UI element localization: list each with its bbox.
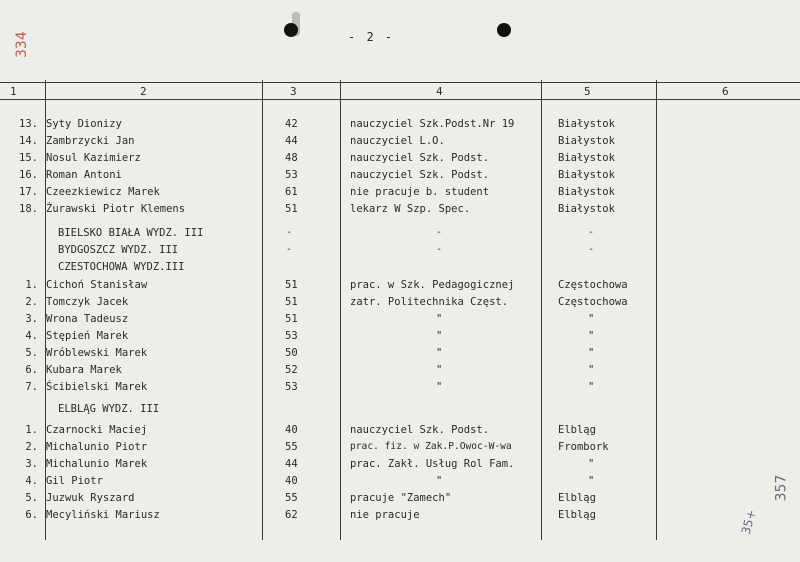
row-age: 55: [285, 492, 298, 504]
table-top-rule: [0, 82, 800, 83]
row-occupation: ": [436, 364, 443, 376]
row-place: ": [588, 381, 595, 393]
row-number: 13.: [19, 118, 38, 130]
row-occupation: lekarz W Szp. Spec.: [350, 203, 471, 215]
row-place: Białystok: [558, 152, 615, 164]
row-name: Żurawski Piotr Klemens: [46, 203, 186, 215]
row-name: Cichoń Stanisław: [46, 279, 148, 291]
table-row: [0, 118, 800, 134]
row-occupation: prac. fiz. w Zak.P.Owoc-W-wa: [350, 441, 512, 452]
row-occupation: nauczyciel Szk. Podst.: [350, 152, 490, 164]
row-place: Elbląg: [558, 424, 596, 436]
row-age: 51: [285, 279, 298, 291]
row-occupation: nauczyciel Szk. Podst.: [350, 169, 490, 181]
row-occupation: nauczyciel Szk. Podst.: [350, 424, 490, 436]
row-number: 6.: [25, 364, 38, 376]
row-age: 50: [285, 347, 298, 359]
row-name: Michalunio Piotr: [46, 441, 148, 453]
row-number: 16.: [19, 169, 38, 181]
row-place: Białystok: [558, 169, 615, 181]
row-age: 51: [285, 313, 298, 325]
dash-mark: -: [286, 244, 293, 255]
row-number: 1.: [25, 279, 38, 291]
row-occupation: nie pracuje b. student: [350, 186, 490, 198]
dash-mark: -: [588, 244, 595, 255]
header-col-1: 1: [10, 85, 17, 98]
row-age: 53: [285, 381, 298, 393]
row-name: Mecyliński Mariusz: [46, 509, 160, 521]
table-row: [0, 441, 800, 457]
row-age: 42: [285, 118, 298, 130]
row-occupation: ": [436, 347, 443, 359]
row-age: 44: [285, 135, 298, 147]
row-number: 3.: [25, 458, 38, 470]
row-age: 53: [285, 169, 298, 181]
row-number: 2.: [25, 441, 38, 453]
row-name: Wrona Tadeusz: [46, 313, 129, 325]
row-place: Frombork: [558, 441, 609, 453]
row-age: 40: [285, 424, 298, 436]
handwritten-number-top: 334: [14, 31, 30, 58]
row-name: Stępień Marek: [46, 330, 129, 342]
row-place: ": [588, 347, 595, 359]
table-row: [0, 509, 800, 525]
table-row: [0, 135, 800, 151]
table-row: [0, 186, 800, 202]
section-heading-czestochowa: CZESTOCHOWA WYDZ.III: [58, 261, 185, 273]
row-place: Częstochowa: [558, 296, 628, 308]
handwritten-number-bottom-1: 357: [773, 474, 790, 502]
table-row: [0, 296, 800, 312]
row-age: 61: [285, 186, 298, 198]
table-header-rule: [0, 99, 800, 100]
row-name: Tomczyk Jacek: [46, 296, 129, 308]
section-heading-bydgoszcz: BYDGOSZCZ WYDZ. III: [58, 244, 179, 256]
row-age: 55: [285, 441, 298, 453]
dash-mark: -: [436, 227, 443, 238]
page-number: - 2 -: [348, 30, 395, 44]
row-place: Częstochowa: [558, 279, 628, 291]
row-place: Elbląg: [558, 509, 596, 521]
table-row: [0, 381, 800, 397]
table-row: [0, 492, 800, 508]
row-age: 52: [285, 364, 298, 376]
header-col-5: 5: [584, 85, 591, 98]
row-place: ": [588, 364, 595, 376]
row-age: 53: [285, 330, 298, 342]
table-row: [0, 347, 800, 363]
table-row: [0, 458, 800, 474]
row-name: Czarnocki Maciej: [46, 424, 148, 436]
row-name: Czeezkiewicz Marek: [46, 186, 160, 198]
row-number: 5.: [25, 492, 38, 504]
row-place: ": [588, 313, 595, 325]
row-occupation: nauczyciel L.O.: [350, 135, 445, 147]
table-row: [0, 279, 800, 295]
row-age: 62: [285, 509, 298, 521]
row-number: 4.: [25, 475, 38, 487]
table-row: [0, 330, 800, 346]
row-number: 14.: [19, 135, 38, 147]
table-row: [0, 424, 800, 440]
row-place: Białystok: [558, 135, 615, 147]
row-number: 17.: [19, 186, 38, 198]
row-place: Białystok: [558, 118, 615, 130]
row-place: ": [588, 475, 595, 487]
row-age: 48: [285, 152, 298, 164]
row-occupation: ": [436, 381, 443, 393]
row-occupation: nauczyciel Szk.Podst.Nr 19: [350, 118, 515, 130]
row-occupation: ": [436, 475, 443, 487]
dash-mark: -: [286, 227, 293, 238]
table-row: [0, 152, 800, 168]
punch-hole-right: [497, 23, 511, 37]
table-row: [0, 313, 800, 329]
row-name: Ścibielski Marek: [46, 381, 148, 393]
section-heading-elblag: ELBLĄG WYDZ. III: [58, 403, 160, 415]
dash-mark: -: [436, 244, 443, 255]
dash-mark: -: [588, 227, 595, 238]
header-col-3: 3: [290, 85, 297, 98]
row-name: Kubara Marek: [46, 364, 122, 376]
row-occupation: pracuje "Zamech": [350, 492, 452, 504]
row-name: Gil Piotr: [46, 475, 103, 487]
header-col-6: 6: [722, 85, 729, 98]
row-age: 51: [285, 296, 298, 308]
row-place: ": [588, 330, 595, 342]
row-name: Wróblewski Marek: [46, 347, 148, 359]
table-row: [0, 364, 800, 380]
header-col-4: 4: [436, 85, 443, 98]
row-name: Nosul Kazimierz: [46, 152, 141, 164]
row-place: Elbląg: [558, 492, 596, 504]
row-place: ": [588, 458, 595, 470]
row-name: Zambrzycki Jan: [46, 135, 135, 147]
row-name: Syty Dionizy: [46, 118, 122, 130]
row-age: 44: [285, 458, 298, 470]
row-number: 7.: [25, 381, 38, 393]
row-occupation: ": [436, 313, 443, 325]
row-number: 3.: [25, 313, 38, 325]
row-place: Białystok: [558, 203, 615, 215]
row-number: 2.: [25, 296, 38, 308]
section-heading-bielsko: BIELSKO BIAŁA WYDZ. III: [58, 227, 204, 239]
row-occupation: zatr. Politechnika Częst.: [350, 296, 509, 308]
row-number: 5.: [25, 347, 38, 359]
punch-hole-left: [284, 23, 298, 37]
row-number: 4.: [25, 330, 38, 342]
header-col-2: 2: [140, 85, 147, 98]
row-name: Michalunio Marek: [46, 458, 148, 470]
row-number: 18.: [19, 203, 38, 215]
row-number: 15.: [19, 152, 38, 164]
row-age: 40: [285, 475, 298, 487]
table-row: [0, 169, 800, 185]
row-number: 6.: [25, 509, 38, 521]
row-name: Juzwuk Ryszard: [46, 492, 135, 504]
row-occupation: prac. Zakł. Usług Rol Fam.: [350, 458, 515, 470]
table-row: [0, 475, 800, 491]
row-number: 1.: [25, 424, 38, 436]
table-row: [0, 203, 800, 219]
row-occupation: prac. w Szk. Pedagogicznej: [350, 279, 515, 291]
row-name: Roman Antoni: [46, 169, 122, 181]
row-occupation: ": [436, 330, 443, 342]
row-age: 51: [285, 203, 298, 215]
handwritten-number-bottom-2: 35+: [738, 507, 759, 537]
row-occupation: nie pracuje: [350, 509, 420, 521]
row-place: Białystok: [558, 186, 615, 198]
